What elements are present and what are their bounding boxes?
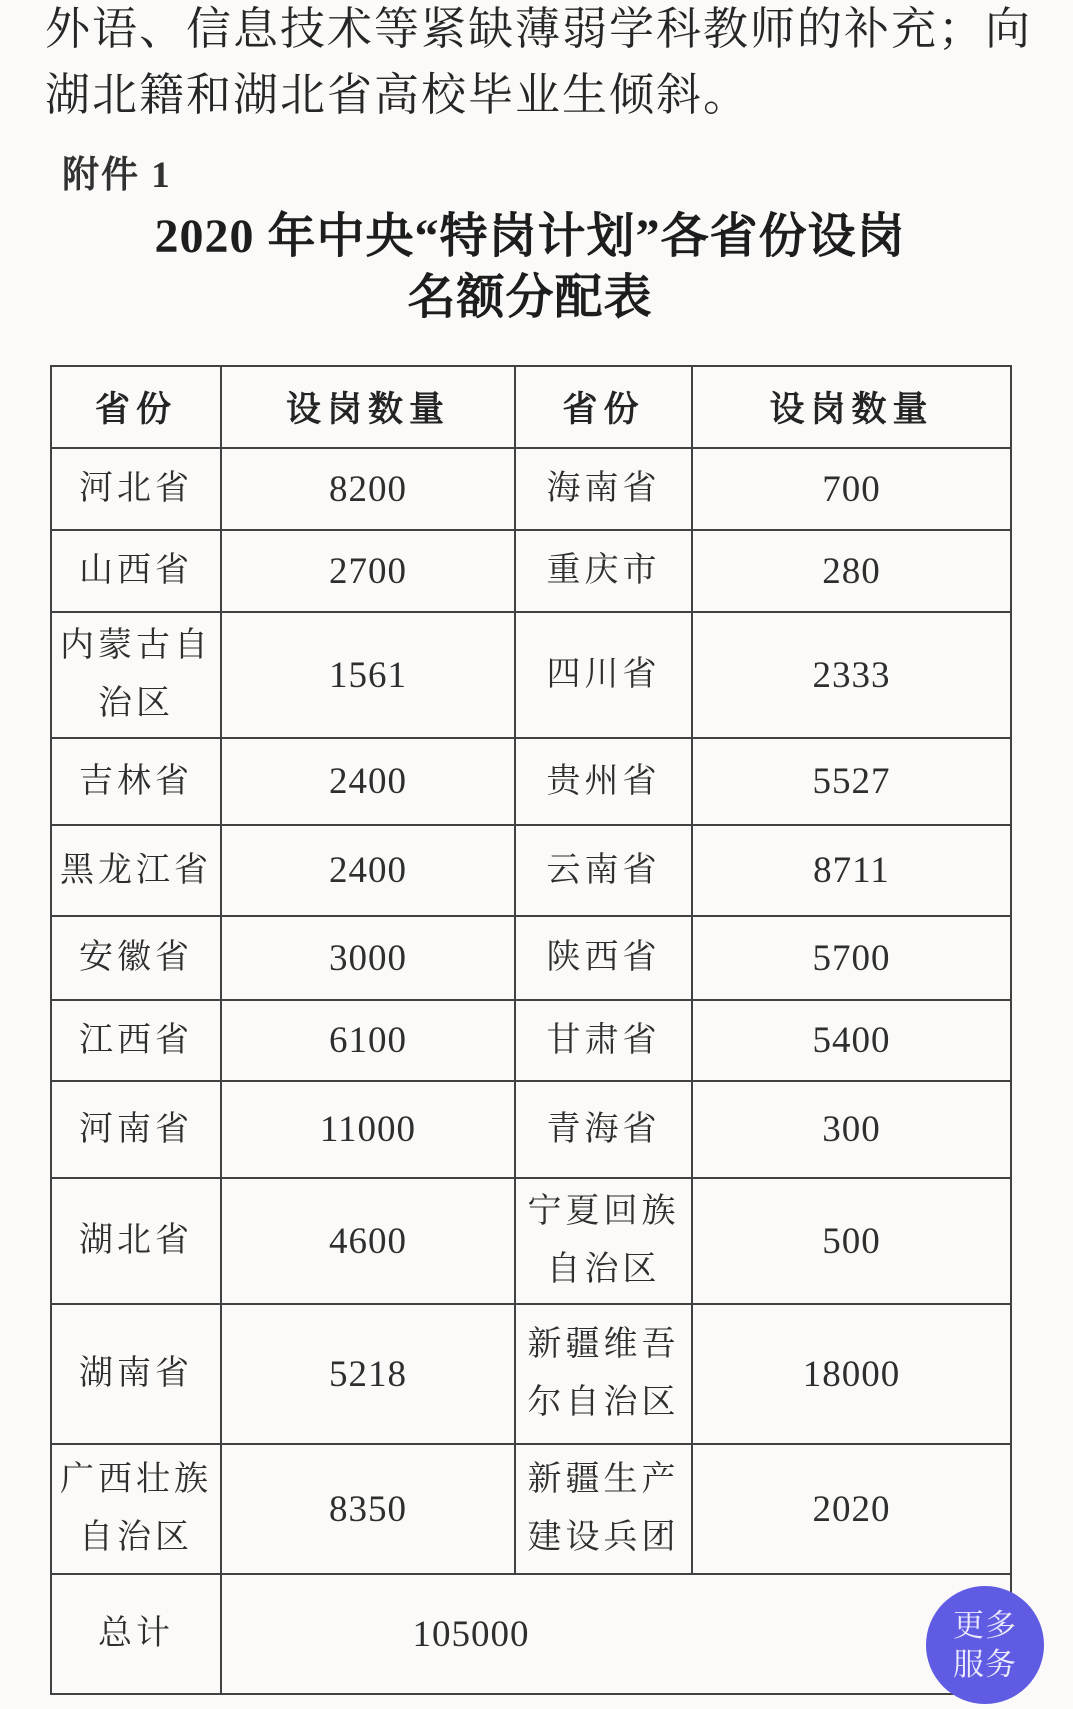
header-quota-2: 设岗数量	[692, 366, 1011, 448]
quota-cell: 2020	[692, 1444, 1011, 1574]
quota-cell: 4600	[221, 1178, 515, 1304]
table-row	[51, 612, 1011, 738]
province-cell: 黑龙江省	[51, 825, 221, 916]
quota-cell: 5527	[692, 738, 1011, 825]
quota-cell: 6100	[221, 1000, 515, 1081]
province-cell: 广西壮族自治区	[51, 1444, 221, 1574]
table-row	[51, 448, 1011, 530]
province-cell: 江西省	[51, 1000, 221, 1081]
table-row	[51, 825, 1011, 916]
allocation-table	[50, 365, 1012, 1695]
province-cell: 贵州省	[515, 738, 692, 825]
table-row	[51, 738, 1011, 825]
province-cell: 重庆市	[515, 530, 692, 612]
quota-cell: 18000	[692, 1304, 1011, 1444]
province-cell: 宁夏回族自治区	[515, 1178, 692, 1304]
quota-cell: 280	[692, 530, 1011, 612]
province-cell: 山西省	[51, 530, 221, 612]
table-row	[51, 1081, 1011, 1178]
province-cell: 吉林省	[51, 738, 221, 825]
table-total-row	[51, 1574, 1011, 1694]
province-cell: 安徽省	[51, 916, 221, 1000]
total-label-cell: 总计	[51, 1574, 221, 1694]
quota-cell: 5218	[221, 1304, 515, 1444]
total-value-cell: 105000	[221, 1574, 1011, 1694]
quota-cell: 8350	[221, 1444, 515, 1574]
intro-paragraph	[45, 0, 1045, 128]
table-header-row	[51, 366, 1011, 448]
table-row	[51, 1444, 1011, 1574]
quota-cell: 1561	[221, 612, 515, 738]
quota-cell: 2333	[692, 612, 1011, 738]
table-row	[51, 1000, 1011, 1081]
quota-cell: 500	[692, 1178, 1011, 1304]
province-cell: 湖北省	[51, 1178, 221, 1304]
quota-cell: 700	[692, 448, 1011, 530]
header-province-2: 省份	[515, 366, 692, 448]
province-cell: 河南省	[51, 1081, 221, 1178]
province-cell: 四川省	[515, 612, 692, 738]
quota-cell: 8711	[692, 825, 1011, 916]
quota-cell: 2400	[221, 825, 515, 916]
quota-cell: 5400	[692, 1000, 1011, 1081]
header-quota-1: 设岗数量	[221, 366, 515, 448]
province-cell: 青海省	[515, 1081, 692, 1178]
intro-line: 外语、信息技术等紧缺薄弱学科教师的补充；向	[45, 3, 1033, 54]
table-row	[51, 916, 1011, 1000]
header-province-1: 省份	[51, 366, 221, 448]
province-cell: 云南省	[515, 825, 692, 916]
table-row	[51, 530, 1011, 612]
attachment-label: 附件 1	[62, 155, 172, 196]
quota-cell: 3000	[221, 916, 515, 1000]
page-title	[50, 206, 1010, 328]
page-title-line1: 2020 年中央“特岗计划”各省份设岗	[154, 210, 906, 263]
province-cell: 湖南省	[51, 1304, 221, 1444]
province-cell: 陕西省	[515, 916, 692, 1000]
province-cell: 河北省	[51, 448, 221, 530]
intro-line: 湖北籍和湖北省高校毕业生倾斜。	[45, 69, 751, 120]
province-cell: 内蒙古自治区	[51, 612, 221, 738]
page-title-line2: 名额分配表	[407, 271, 653, 324]
province-cell: 新疆生产建设兵团	[515, 1444, 692, 1574]
province-cell: 甘肃省	[515, 1000, 692, 1081]
province-cell: 新疆维吾尔自治区	[515, 1304, 692, 1444]
table-row	[51, 1178, 1011, 1304]
table-row	[51, 1304, 1011, 1444]
quota-cell: 8200	[221, 448, 515, 530]
province-cell: 海南省	[515, 448, 692, 530]
quota-cell: 5700	[692, 916, 1011, 1000]
more-services-button[interactable]	[926, 1586, 1044, 1704]
quota-cell: 2400	[221, 738, 515, 825]
more-services-label-line2: 服务	[953, 1647, 1017, 1682]
more-services-label-line1: 更多	[953, 1608, 1017, 1643]
quota-cell: 300	[692, 1081, 1011, 1178]
quota-cell: 11000	[221, 1081, 515, 1178]
quota-cell: 2700	[221, 530, 515, 612]
